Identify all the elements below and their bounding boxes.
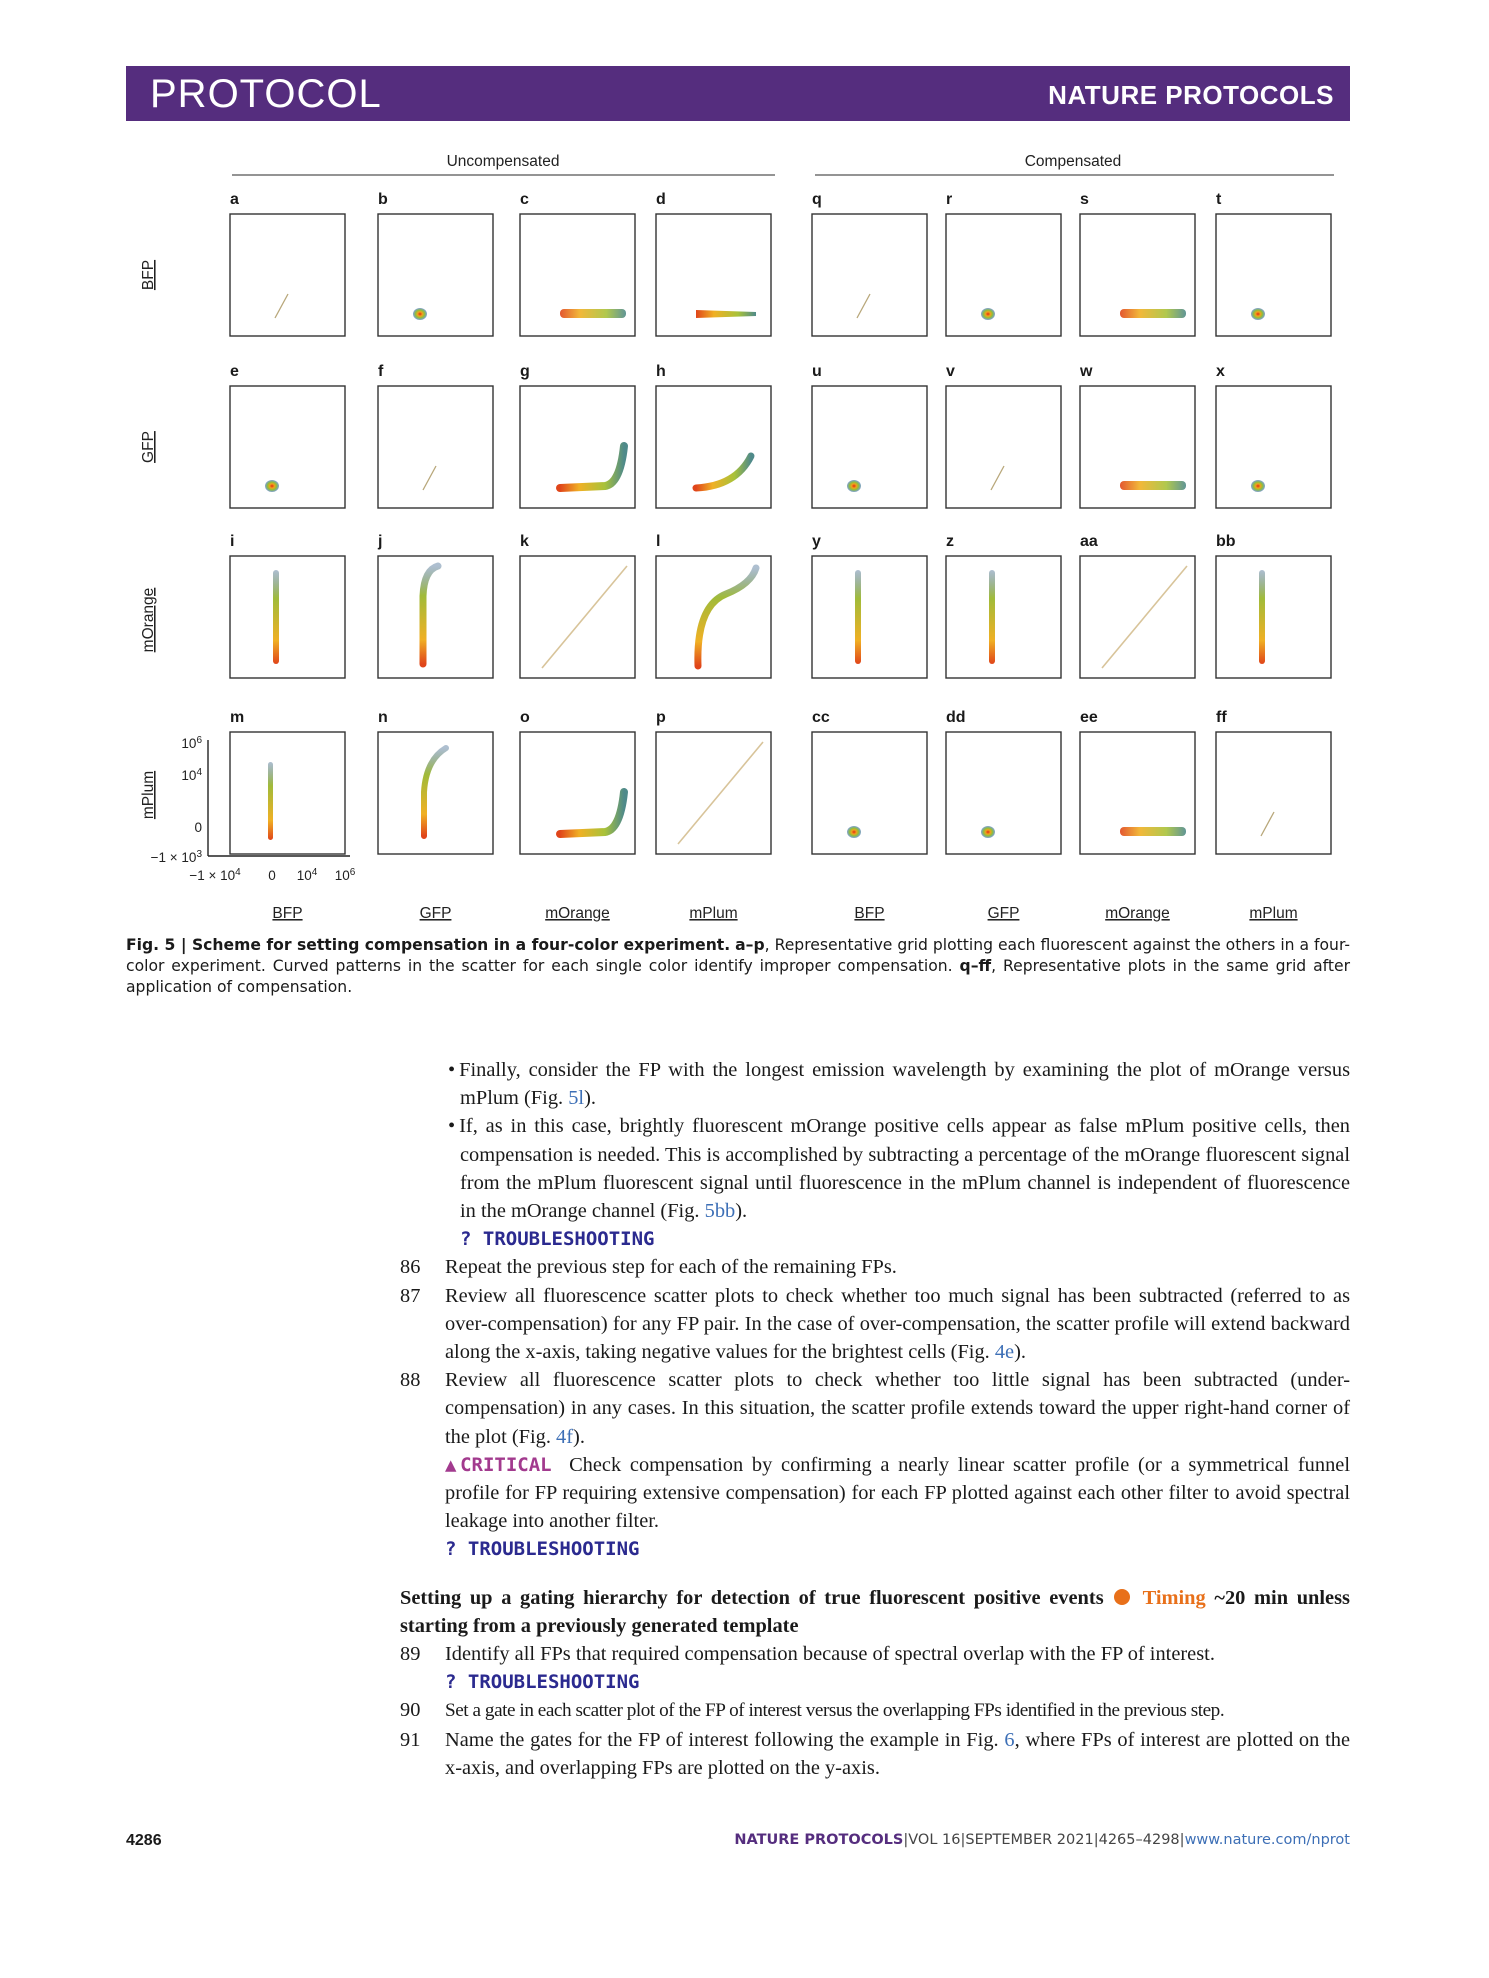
step-90 (400, 1696, 1350, 1725)
footer-pages: 4265–4298 (1098, 1832, 1180, 1848)
scatter-pattern (560, 309, 626, 318)
caption-range-2: q–ff (959, 957, 992, 975)
step-88-tail: ). (573, 1425, 585, 1448)
panel-letter: r (946, 191, 953, 208)
panel-frame (656, 214, 771, 336)
group-label-uncompensated: Uncompensated (446, 153, 560, 170)
bullet-2 (400, 1112, 1350, 1225)
section-label: PROTOCOL (150, 72, 382, 116)
fig-ref-4f[interactable]: 4f (556, 1425, 574, 1448)
caption-text-2: , Representative plots in the same grid after application of compensation. (126, 957, 1350, 996)
panel-frame (378, 214, 493, 336)
column-label: mOrange (1105, 905, 1170, 922)
panel-frame (230, 556, 345, 678)
step-91-text: Name the gates for the FP of interest following the example in Fig. (445, 1728, 999, 1751)
step-89-text: Identify all FPs that required compensation because of spectral overlap with the FP of interest. (445, 1643, 1215, 1666)
scatter-pattern (1259, 570, 1265, 664)
troubleshooting-3 (400, 1668, 1350, 1696)
scatter-pattern (1120, 309, 1186, 318)
step-86-text: Repeat the previous step for each of the remaining FPs. (445, 1256, 897, 1279)
column-label: BFP (272, 905, 303, 922)
step-number: 88 (400, 1369, 421, 1392)
fig-ref-6[interactable]: 6 (1004, 1728, 1015, 1751)
panel-frame (230, 214, 345, 336)
panel-frame (230, 732, 345, 854)
panel-letter: y (812, 533, 821, 550)
caption-range-1: a–p (735, 936, 765, 954)
step-87 (400, 1282, 1350, 1367)
bullet-1-text: Finally, consider the FP with the longest emission wavelength by examining the plot of mOrange versus mPlum (Fig. (459, 1059, 1350, 1110)
step-91 (400, 1726, 1350, 1782)
panel-frame (230, 386, 345, 508)
troubleshooting-2 (400, 1535, 1350, 1563)
panel-letter: g (520, 363, 530, 380)
y-tick-label: $10^6$ (181, 735, 202, 751)
column-label: GFP (987, 905, 1020, 922)
panel-letter: c (520, 191, 529, 208)
timing-label: Timing (1142, 1586, 1206, 1609)
scatter-pattern (981, 826, 995, 838)
panel-frame (946, 386, 1061, 508)
panel-letter: k (520, 533, 529, 550)
fig-ref-5l[interactable]: 5l (568, 1087, 585, 1110)
panel-letter: t (1216, 191, 1222, 208)
bullet-2-text: If, as in this case, brightly fluorescent mOrange positive cells appear as false mPlum positive cells, then compensation is needed. This is accomplished by subtracting a percentage of the mOrange fluorescent signal from the mPlum fluorescent signal until fluorescence in the mPlum channel is independent of fluorescence in the mOrange channel (Fig. (459, 1115, 1350, 1223)
panel-frame (946, 732, 1061, 854)
step-number: 91 (400, 1728, 421, 1751)
panel-letter: f (378, 363, 384, 380)
panel-letter: j (378, 533, 383, 550)
panel-letter: b (378, 191, 388, 208)
step-87-tail: ). (1014, 1341, 1026, 1364)
panel-frame (812, 386, 927, 508)
timing-icon (1114, 1589, 1130, 1605)
panel-letter: p (656, 709, 666, 726)
critical-label: ▲CRITICAL (445, 1453, 552, 1476)
column-label: mOrange (545, 905, 610, 922)
timing-value: ~20 min unless starting from a previously generated template (400, 1586, 1350, 1637)
figure-5 (0, 0, 1489, 940)
panel-frame (378, 556, 493, 678)
panel-letter: dd (946, 709, 966, 726)
panel-letter: m (230, 709, 245, 726)
section-heading (400, 1584, 1350, 1640)
step-number: 86 (400, 1256, 421, 1279)
panel-letter: i (230, 533, 235, 550)
panel-frame (946, 556, 1061, 678)
page-number: 4286 (126, 1832, 162, 1849)
scatter-pattern (855, 570, 861, 664)
scatter-pattern (981, 308, 995, 320)
scatter-pattern (847, 826, 861, 838)
caption-text-1: , Representative grid plotting each fluorescent against the others in a four-color experiment. Curved patterns in the scatter for each single color identify improper compensation. (126, 936, 1350, 975)
journal-name: NATURE PROTOCOLS (1048, 80, 1334, 110)
panel-frame (656, 732, 771, 854)
caption-label: Fig. 5 | Scheme for setting compensation in a four-color experiment. (126, 936, 731, 954)
step-number: 89 (400, 1643, 421, 1666)
x-tick-label: $10^4$ (296, 867, 318, 883)
column-label: BFP (854, 905, 885, 922)
panel-frame (812, 556, 927, 678)
footer-citation (734, 1832, 1350, 1848)
x-tick-label: $10^6$ (334, 867, 356, 883)
panel-letter: q (812, 191, 822, 208)
bullet-1-tail: ). (584, 1087, 596, 1110)
panel-frame (656, 386, 771, 508)
y-tick-label: $-1 \times 10^3$ (150, 849, 202, 865)
step-number: 90 (400, 1699, 421, 1722)
panel-frame (946, 214, 1061, 336)
scatter-grid (0, 0, 1489, 940)
panel-letter: aa (1080, 533, 1098, 550)
step-87-text: Review all fluorescence scatter plots to check whether too much signal has been subtracted (referred to as over-compensation) for any FP pair. In the case of over-compensation, the scatter profile will extend backward along the x-axis, taking negative values for the brightest cells (Fig. (445, 1284, 1350, 1364)
fig-ref-4e[interactable]: 4e (994, 1341, 1015, 1364)
panel-letter: cc (812, 709, 830, 726)
troubleshooting-link[interactable]: ? TROUBLESHOOTING (445, 1671, 640, 1694)
row-label-gfp: GFP (140, 431, 157, 463)
scatter-pattern (989, 570, 995, 664)
panel-letter: e (230, 363, 239, 380)
panel-letter: w (1080, 363, 1093, 380)
panel-letter: z (946, 533, 954, 550)
scatter-pattern (273, 570, 279, 664)
body-text (400, 1056, 1350, 1782)
fig-ref-5bb[interactable]: 5bb (704, 1200, 736, 1223)
panel-letter: h (656, 363, 666, 380)
panel-letter: v (946, 363, 955, 380)
column-label: mPlum (1249, 905, 1298, 922)
panel-letter: ff (1216, 709, 1227, 726)
scatter-pattern (1120, 481, 1186, 490)
panel-letter: n (378, 709, 388, 726)
footer-date: SEPTEMBER 2021 (965, 1832, 1094, 1848)
y-tick-label: $10^4$ (181, 767, 202, 783)
footer-separator: | (1093, 1832, 1099, 1848)
troubleshooting-link[interactable]: ? TROUBLESHOOTING (460, 1228, 655, 1251)
panel-frame (378, 386, 493, 508)
x-tick-label: $-1 \times 10^4$ (189, 867, 241, 883)
panel-frame (1216, 386, 1331, 508)
footer-volume: VOL 16 (908, 1832, 961, 1848)
panel-frame (812, 732, 927, 854)
step-86 (400, 1253, 1350, 1281)
group-label-compensated: Compensated (1024, 153, 1122, 170)
panel-letter: u (812, 363, 822, 380)
step-88 (400, 1366, 1350, 1451)
step-91-tail: , where FPs of interest are plotted on the x-axis, and overlapping FPs are plotted on the y-axis. (445, 1728, 1350, 1779)
panel-letter: ee (1080, 709, 1098, 726)
column-label: mPlum (689, 905, 738, 922)
scatter-pattern (1120, 827, 1186, 836)
panel-frame (1216, 556, 1331, 678)
step-88-text: Review all fluorescence scatter plots to check whether too little signal has been subtracted (under-compensation) in any cases. In this situation, the scatter profile extends toward the upper right-hand corner of the plot (Fig. (445, 1369, 1350, 1448)
panel-letter: o (520, 709, 530, 726)
critical-note (400, 1451, 1350, 1536)
troubleshooting-1 (400, 1225, 1350, 1253)
panel-letter: bb (1216, 533, 1236, 550)
scatter-pattern (1251, 480, 1265, 492)
row-label-bfp: BFP (140, 259, 157, 291)
scatter-pattern (1251, 308, 1265, 320)
step-90-text: Set a gate in each scatter plot of the FP of interest versus the overlapping FPs identified in the previous step. (445, 1700, 1225, 1722)
panel-frame (1216, 732, 1331, 854)
step-number: 87 (400, 1284, 421, 1307)
footer-separator: | (960, 1832, 966, 1848)
panel-letter: d (656, 191, 666, 208)
panel-frame (378, 732, 493, 854)
panel-letter: s (1080, 191, 1089, 208)
panel-frame (1080, 556, 1195, 678)
row-label-morange: mOrange (140, 587, 157, 653)
panel-frame (520, 556, 635, 678)
row-label-mplum: mPlum (140, 770, 157, 820)
scatter-pattern (413, 308, 427, 320)
scatter-pattern (268, 762, 273, 840)
panel-letter: a (230, 191, 239, 208)
bullet-1 (400, 1056, 1350, 1112)
bullet-2-tail: ). (735, 1200, 748, 1223)
column-label: GFP (419, 905, 452, 922)
scatter-pattern (847, 480, 861, 492)
critical-text: Check compensation by confirming a nearly linear scatter profile (or a symmetrical funnel profile for FP requiring extensive compensation) for each FP plotted against each other filter to avoid spectral leakage into another filter. (445, 1453, 1350, 1533)
figure-caption (126, 935, 1350, 998)
step-89 (400, 1640, 1350, 1668)
panel-frame (812, 214, 927, 336)
panel-frame (1216, 214, 1331, 336)
footer-separator: | (903, 1832, 909, 1848)
panel-letter: l (656, 533, 661, 550)
panel-letter: x (1216, 363, 1225, 380)
section-title: Setting up a gating hierarchy for detection of true fluorescent positive events (400, 1586, 1104, 1609)
y-tick-label: 0 (194, 820, 202, 835)
footer-journal: NATURE PROTOCOLS (734, 1832, 904, 1848)
x-tick-label: 0 (268, 868, 276, 883)
footer-separator: | (1179, 1832, 1185, 1848)
footer-url[interactable]: www.nature.com/nprot (1184, 1832, 1350, 1848)
scatter-pattern (265, 480, 279, 492)
troubleshooting-link[interactable]: ? TROUBLESHOOTING (445, 1538, 640, 1561)
